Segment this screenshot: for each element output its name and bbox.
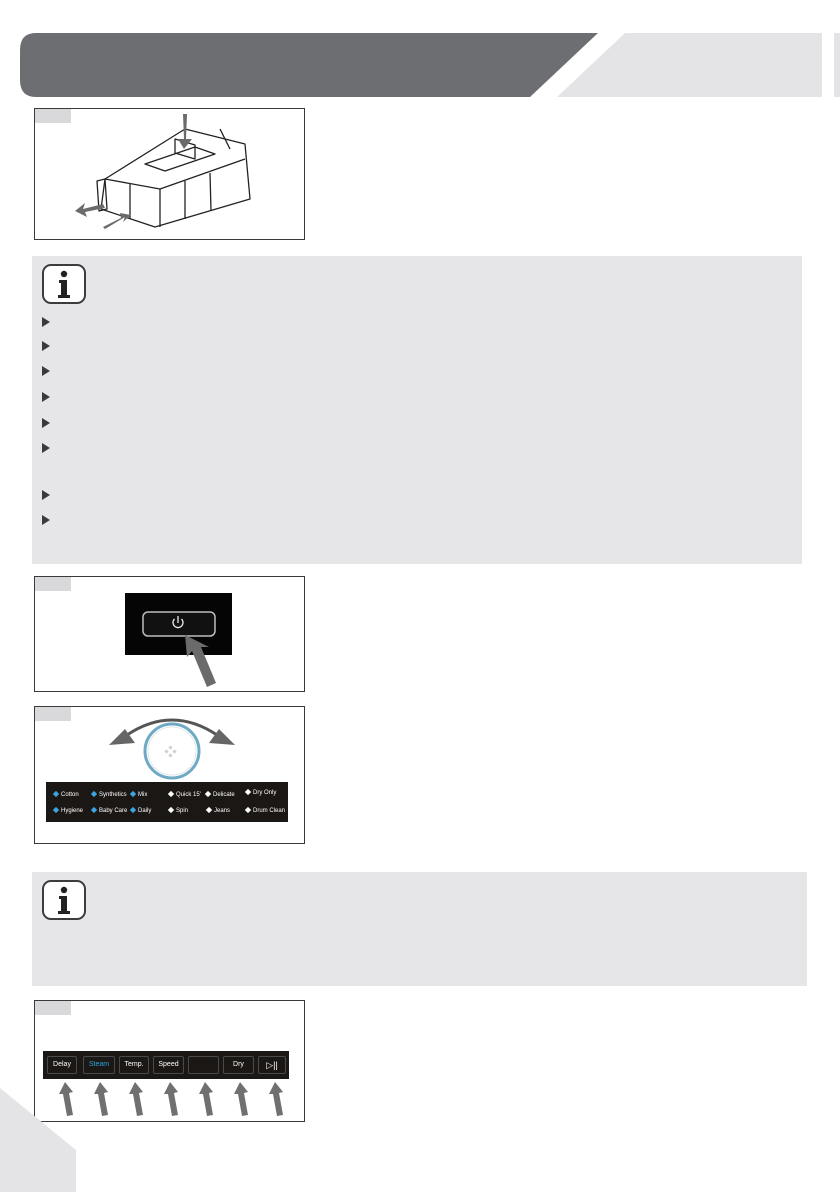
triangle-right-icon [42,443,50,453]
arrow-blank [199,1082,213,1116]
power-panel-illustration [35,577,306,693]
triangle-right-icon [42,392,50,402]
program-cotton[interactable]: Cotton [53,791,79,799]
dry-button[interactable]: Dry [223,1056,254,1074]
program-jeans[interactable]: Jeans [206,807,230,815]
info-icon [42,880,86,920]
page-corner-tab [0,1088,76,1192]
triangle-right-icon [42,490,50,500]
page-header [0,0,840,100]
arrow-speed [164,1082,178,1116]
header-bar [20,33,598,97]
triangle-right-icon [42,366,50,376]
play-pause-icon[interactable]: ▷|| [258,1056,286,1074]
header-tab [557,33,822,97]
blank-button[interactable] [188,1056,219,1074]
steam-button[interactable]: Steam [83,1056,115,1074]
program-mix[interactable]: Mix [130,791,147,799]
triangle-right-icon [42,317,50,327]
option-button-bar [43,1051,289,1079]
program-delicate[interactable]: Delicate [205,791,235,799]
program-drum-clean[interactable]: Drum Clean [245,807,285,815]
arrow-play-pause [269,1082,283,1116]
speed-button[interactable]: Speed [153,1056,184,1074]
program-quick[interactable]: Quick 15' [168,791,201,799]
info-icon [42,264,86,304]
detergent-drawer-illustration [35,109,306,241]
figure-program-dial [34,706,305,844]
figure-power [34,576,305,692]
program-hygiene[interactable]: Hygiene [53,807,83,815]
arrow-dry [234,1082,248,1116]
temp-button[interactable]: Temp. [119,1056,149,1074]
triangle-right-icon [42,341,50,351]
program-synthetics[interactable]: Synthetics [91,791,127,799]
triangle-right-icon [42,515,50,525]
program-daily[interactable]: Daily [130,807,151,815]
delay-button[interactable]: Delay [47,1056,77,1074]
arrow-steam [94,1082,108,1116]
push-arrow [103,213,131,229]
triangle-right-icon [42,418,50,428]
info-box-notes [32,256,802,564]
program-dry-only[interactable]: Dry Only [245,789,276,797]
program-list-panel [46,782,288,822]
arrow-temp [129,1082,143,1116]
program-dial [145,724,199,778]
header-edge-mark [834,33,840,97]
info-box-note [32,872,807,986]
power-button-frame [143,612,215,636]
figure-drawer [34,108,305,240]
program-spin[interactable]: Spin [168,807,188,815]
rotate-dial-illustration [35,707,306,787]
program-baby-care[interactable]: Baby Care [91,807,127,815]
figure-number-tab [35,1001,71,1015]
